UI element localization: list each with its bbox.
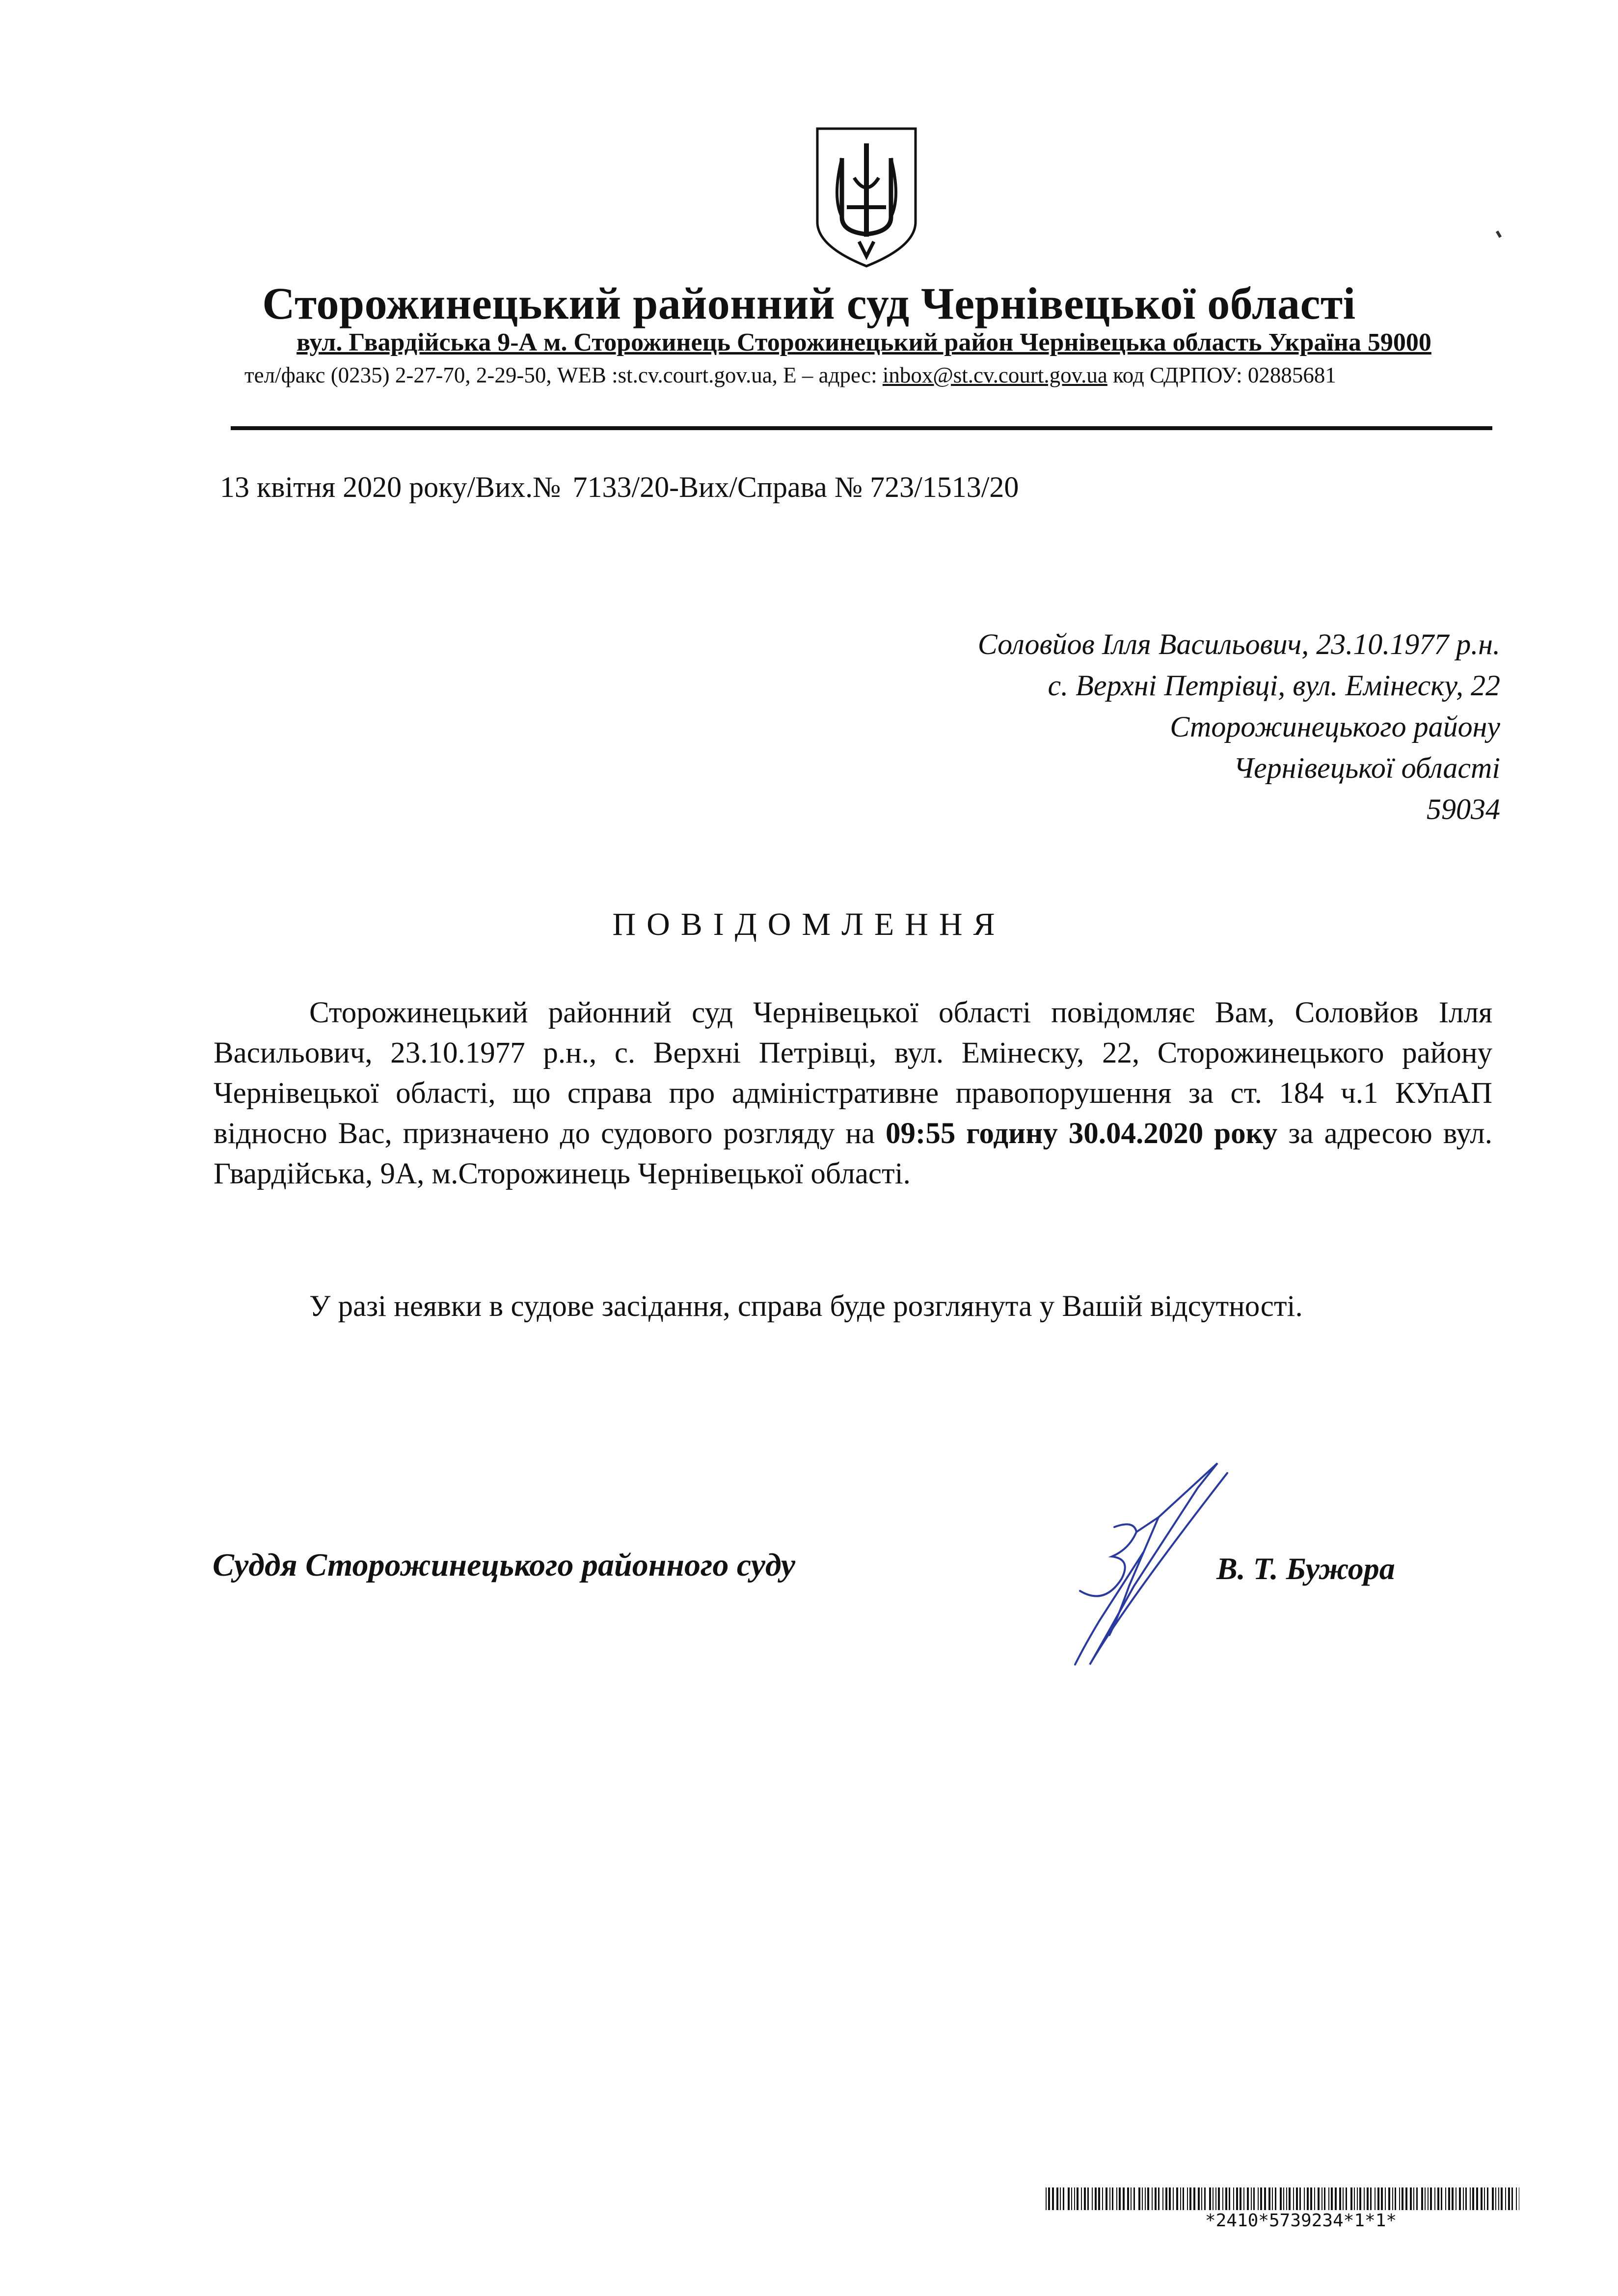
barcode-bar: [1392, 2187, 1393, 2210]
barcode-bar: [1364, 2187, 1365, 2210]
barcode-bar: [1357, 2187, 1358, 2210]
barcode-bar: [1052, 2187, 1054, 2210]
judge-name: В. Т. Бужора: [1216, 1551, 1395, 1586]
barcode-bar: [1434, 2187, 1435, 2210]
barcode-bar: [1367, 2187, 1369, 2210]
barcode-bar: [1092, 2187, 1093, 2210]
barcode-bar: [1127, 2187, 1129, 2210]
barcode-bar: [1201, 2187, 1202, 2210]
court-name: Сторожинецький районний суд Чернівецької області: [262, 278, 1356, 328]
barcode-bar: [1425, 2187, 1426, 2210]
barcode-bar: [1077, 2187, 1079, 2210]
barcode-bar: [1152, 2187, 1153, 2210]
barcode-bar: [1280, 2187, 1282, 2210]
reference-date: 13 квітня 2020 року/Вих.№: [220, 471, 561, 503]
barcode-bar: [1430, 2187, 1432, 2210]
barcode-bar: [1145, 2187, 1146, 2210]
barcode-bar: [1169, 2187, 1171, 2210]
barcode-bar: [1225, 2187, 1227, 2210]
barcode-bar: [1350, 2187, 1352, 2210]
barcode-bar: [1448, 2187, 1450, 2210]
barcode-bar: [1243, 2187, 1244, 2210]
barcode-bar: [1253, 2187, 1255, 2210]
barcode-bar: [1314, 2187, 1315, 2210]
barcode-bar: [1516, 2187, 1517, 2210]
barcode-bar: [1476, 2187, 1478, 2210]
barcode-bar: [1289, 2187, 1291, 2210]
barcode-bar: [1084, 2187, 1086, 2210]
barcode-text: *2410*5739234*1*1*: [1205, 2211, 1397, 2231]
barcode-bar: [1147, 2187, 1149, 2210]
barcode-bar: [1321, 2187, 1322, 2210]
barcode-bar: [1346, 2187, 1347, 2210]
barcode-bar: [1063, 2187, 1064, 2210]
barcode-bar: [1268, 2187, 1270, 2210]
barcode-bar: [1498, 2187, 1499, 2210]
barcode-bar: [1385, 2187, 1386, 2210]
barcode-bar: [1416, 2187, 1418, 2210]
paragraph-text: за адресою вул. Гвардійська, 9А, м.Сторожинець Чернівецької області.: [214, 1117, 1492, 1190]
barcode: [1046, 2187, 1519, 2210]
barcode-bar: [1158, 2187, 1160, 2210]
barcode-bar: [1260, 2187, 1262, 2210]
barcode-bar: [1081, 2187, 1082, 2210]
barcode-bar: [1176, 2187, 1178, 2210]
barcode-bar: [1056, 2187, 1058, 2210]
barcode-bar: [1452, 2187, 1454, 2210]
court-address: вул. Гвардійська 9-А м. Сторожинець Сторожинецький район Чернівецька область Україна 59000: [297, 328, 1431, 356]
barcode-bar: [1318, 2187, 1320, 2210]
barcode-bar: [1299, 2187, 1301, 2210]
barcode-bar: [1204, 2187, 1206, 2210]
barcode-bar: [1328, 2187, 1329, 2210]
barcode-bar: [1133, 2187, 1135, 2210]
barcode-bar: [1102, 2187, 1103, 2210]
email-link[interactable]: inbox@st.cv.court.gov.ua: [882, 363, 1107, 387]
recipient-line: Соловйов Ілля Васильович, 23.10.1977 р.н.: [977, 628, 1500, 660]
recipient-line: с. Верхні Петрівці, вул. Емінеску, 22: [1048, 669, 1500, 702]
recipient-block: [666, 624, 1500, 830]
barcode-bar: [1459, 2187, 1461, 2210]
barcode-bar: [1098, 2187, 1100, 2210]
barcode-bar: [1428, 2187, 1429, 2210]
barcode-bar: [1180, 2187, 1181, 2210]
barcode-bar: [1048, 2187, 1050, 2210]
barcode-bar: [1060, 2187, 1061, 2210]
barcode-bar: [1087, 2187, 1089, 2210]
barcode-bar: [1233, 2187, 1234, 2210]
recipient-line: Сторожинецького району: [1170, 711, 1500, 743]
barcode-bar: [1109, 2187, 1110, 2210]
barcode-bar: [1283, 2187, 1284, 2210]
barcode-bar: [1046, 2187, 1047, 2210]
barcode-bar: [1258, 2187, 1259, 2210]
barcode-bar: [1307, 2187, 1309, 2210]
barcode-bar: [1359, 2187, 1361, 2210]
barcode-bar: [1413, 2187, 1414, 2210]
barcode-bar: [1370, 2187, 1372, 2210]
barcode-bar: [1437, 2187, 1439, 2210]
court-contacts: [244, 362, 1491, 388]
barcode-bar: [1405, 2187, 1407, 2210]
contacts-prefix: тел/факс (0235) 2-27-70, 2-29-50, WEB :st.cv.court.gov.ua, E – адрес:: [244, 363, 883, 387]
barcode-bar: [1236, 2187, 1238, 2210]
barcode-bar: [1445, 2187, 1446, 2210]
barcode-bar: [1377, 2187, 1379, 2210]
barcode-bar: [1222, 2187, 1223, 2210]
barcode-bar: [1511, 2187, 1513, 2210]
barcode-bar: [1272, 2187, 1273, 2210]
outgoing-reference: [220, 470, 1019, 504]
barcode-bar: [1074, 2187, 1075, 2210]
barcode-bar: [1388, 2187, 1390, 2210]
barcode-bar: [1481, 2187, 1483, 2210]
barcode-bar: [1131, 2187, 1132, 2210]
barcode-bar: [1187, 2187, 1188, 2210]
recipient-line: Чернівецької області: [1233, 752, 1500, 784]
contacts-suffix: код СДРПОУ: 02885681: [1107, 363, 1336, 387]
barcode-bar: [1395, 2187, 1396, 2210]
barcode-bar: [1162, 2187, 1163, 2210]
barcode-bar: [1492, 2187, 1494, 2210]
barcode-bar: [1123, 2187, 1125, 2210]
barcode-bar: [1310, 2187, 1312, 2210]
paragraph-text: Сторожинецький районний суд Чернівецької області повідомляє Вам, Соловйов Ілля Васильович, 23.10.1977 р.н., с. Верхні Петрівці, вул. Емінеску, 22, Сторожинецького району Чернівецької області, що справа про адміністративне правопорушення за ст. 184 ч.1 КУпАП відносно Вас, призначено до судового розгляду на: [214, 996, 1492, 1150]
barcode-bar: [1304, 2187, 1305, 2210]
barcode-bar: [1095, 2187, 1097, 2210]
barcode-bar: [1229, 2187, 1230, 2210]
barcode-bar: [1198, 2187, 1200, 2210]
barcode-bar: [1209, 2187, 1211, 2210]
barcode-bar: [1275, 2187, 1276, 2210]
coat-of-arms-icon: [812, 124, 920, 271]
barcode-bar: [1116, 2187, 1117, 2210]
barcode-bar: [1324, 2187, 1325, 2210]
barcode-bar: [1335, 2187, 1337, 2210]
recipient-line: 59034: [1427, 793, 1500, 825]
barcode-bar: [1106, 2187, 1107, 2210]
barcode-bar: [1495, 2187, 1496, 2210]
barcode-bar: [1421, 2187, 1423, 2210]
barcode-bar: [1240, 2187, 1241, 2210]
barcode-bar: [1296, 2187, 1298, 2210]
judge-title: Суддя Сторожинецького районного суду: [213, 1547, 796, 1583]
header-divider: [231, 426, 1492, 430]
barcode-bar: [1343, 2187, 1344, 2210]
barcode-bar: [1470, 2187, 1471, 2210]
barcode-bar: [1142, 2187, 1143, 2210]
barcode-bar: [1189, 2187, 1191, 2210]
barcode-bar: [1165, 2187, 1167, 2210]
barcode-bar: [1068, 2187, 1070, 2210]
barcode-bar: [1381, 2187, 1383, 2210]
barcode-bar: [1071, 2187, 1072, 2210]
barcode-bar: [1215, 2187, 1216, 2210]
absence-paragraph: У разі неявки в судове засідання, справа буде розглянута у Вашій відсутності.: [309, 1290, 1303, 1323]
barcode-bar: [1402, 2187, 1403, 2210]
barcode-bar: [1173, 2187, 1174, 2210]
barcode-bar: [1441, 2187, 1442, 2210]
barcode-bar: [1505, 2187, 1506, 2210]
barcode-bar: [1399, 2187, 1400, 2210]
barcode-bar: [1193, 2187, 1195, 2210]
barcode-bar: [1247, 2187, 1249, 2210]
barcode-bar: [1251, 2187, 1252, 2210]
document-title: ПОВІДОМЛЕННЯ: [612, 906, 1006, 942]
barcode-bar: [1331, 2187, 1333, 2210]
barcode-bar: [1508, 2187, 1510, 2210]
reference-number: 7133/20-Вих/Справа № 723/1513/20: [572, 471, 1019, 503]
scan-artifact: [1496, 230, 1502, 238]
barcode-bar: [1112, 2187, 1113, 2210]
barcode-bar: [1264, 2187, 1266, 2210]
barcode-bar: [1484, 2187, 1485, 2210]
hearing-datetime: 09:55 годину 30.04.2020 року: [886, 1117, 1278, 1150]
barcode-bar: [1463, 2187, 1464, 2210]
barcode-bar: [1487, 2187, 1488, 2210]
notice-paragraph: [214, 993, 1492, 1194]
barcode-bar: [1339, 2187, 1341, 2210]
barcode-bar: [1183, 2187, 1184, 2210]
barcode-bar: [1213, 2187, 1214, 2210]
barcode-bar: [1293, 2187, 1294, 2210]
barcode-bar: [1501, 2187, 1503, 2210]
barcode-bar: [1465, 2187, 1467, 2210]
barcode-bar: [1410, 2187, 1412, 2210]
barcode-bar: [1354, 2187, 1355, 2210]
barcode-bar: [1119, 2187, 1121, 2210]
barcode-bar: [1472, 2187, 1474, 2210]
barcode-bar: [1155, 2187, 1157, 2210]
barcode-bar: [1286, 2187, 1287, 2210]
barcode-bar: [1138, 2187, 1140, 2210]
barcode-bar: [1218, 2187, 1220, 2210]
